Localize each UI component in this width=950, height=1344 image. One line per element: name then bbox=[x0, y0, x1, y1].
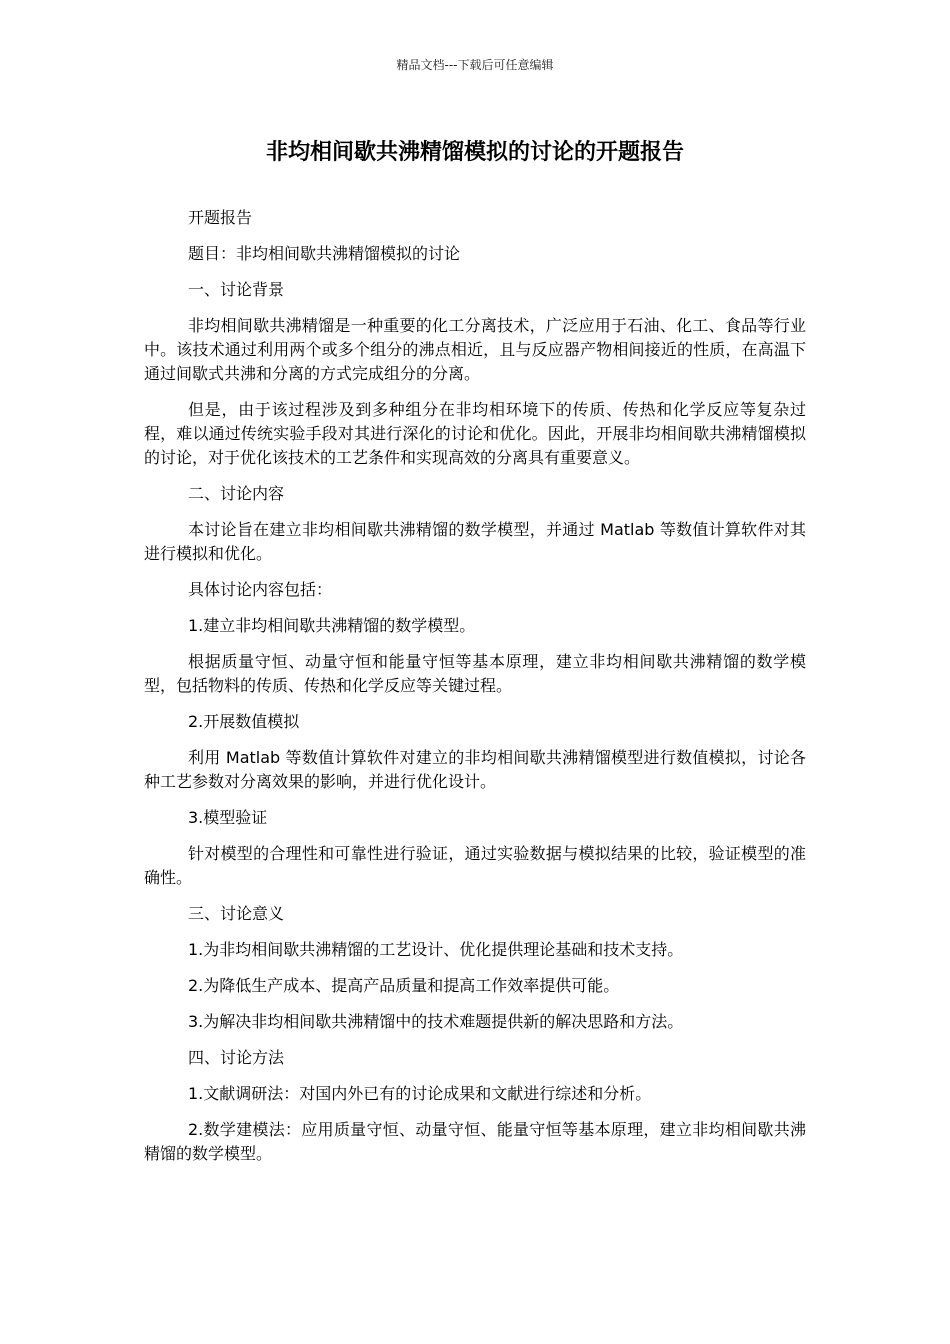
header-note: 精品文档---下载后可任意编辑 bbox=[396, 58, 554, 72]
paragraph: 针对模型的合理性和可靠性进行验证，通过实验数据与模拟结果的比较，验证模型的准确性。 bbox=[144, 844, 806, 887]
list-item: 3.模型验证 bbox=[188, 808, 268, 827]
section-heading: 三、讨论意义 bbox=[188, 904, 285, 923]
paragraph: 根据质量守恒、动量守恒和能量守恒等基本原理，建立非均相间歇共沸精馏的数学模型，包括物料的传质、传热和化学反应等关键过程。 bbox=[144, 652, 806, 695]
list-item: 3.为解决非均相间歇共沸精馏中的技术难题提供新的解决思路和方法。 bbox=[188, 1012, 684, 1031]
list-item: 2.开展数值模拟 bbox=[188, 712, 300, 731]
topic-line: 题目：非均相间歇共沸精馏模拟的讨论 bbox=[188, 244, 461, 263]
section-heading: 二、讨论内容 bbox=[188, 484, 285, 503]
paragraph: 利用 Matlab 等数值计算软件对建立的非均相间歇共沸精馏模型进行数值模拟，讨论各种工艺参数对分离效果的影响，并进行优化设计。 bbox=[144, 748, 806, 791]
section-label: 开题报告 bbox=[188, 208, 253, 227]
document-title: 非均相间歇共沸精馏模拟的讨论的开题报告 bbox=[265, 140, 684, 165]
paragraph: 本讨论旨在建立非均相间歇共沸精馏的数学模型，并通过 Matlab 等数值计算软件对其进行模拟和优化。 bbox=[144, 520, 806, 563]
section-heading: 四、讨论方法 bbox=[188, 1048, 285, 1067]
list-item: 1.文献调研法：对国内外已有的讨论成果和文献进行综述和分析。 bbox=[188, 1084, 652, 1103]
list-item: 1.建立非均相间歇共沸精馏的数学模型。 bbox=[188, 616, 476, 635]
list-item: 2.数学建模法：应用质量守恒、动量守恒、能量守恒等基本原理，建立非均相间歇共沸精馏的数学模型。 bbox=[144, 1120, 806, 1163]
list-item: 1.为非均相间歇共沸精馏的工艺设计、优化提供理论基础和技术支持。 bbox=[188, 940, 684, 959]
paragraph: 具体讨论内容包括： bbox=[188, 580, 333, 599]
paragraph: 但是，由于该过程涉及到多种组分在非均相环境下的传质、传热和化学反应等复杂过程，难以通过传统实验手段对其进行深化的讨论和优化。因此，开展非均相间歇共沸精馏模拟的讨论，对于优化该技术的工艺条件和实现高效的分离具有重要意义。 bbox=[144, 400, 806, 467]
document-body bbox=[144, 206, 806, 1178]
list-item: 2.为降低生产成本、提高产品质量和提高工作效率提供可能。 bbox=[188, 976, 620, 995]
paragraph: 非均相间歇共沸精馏是一种重要的化工分离技术，广泛应用于石油、化工、食品等行业中。该技术通过利用两个或多个组分的沸点相近，且与反应器产物相间接近的性质，在高温下通过间歇式共沸和分离的方式完成组分的分离。 bbox=[144, 316, 806, 383]
section-heading: 一、讨论背景 bbox=[188, 280, 285, 299]
